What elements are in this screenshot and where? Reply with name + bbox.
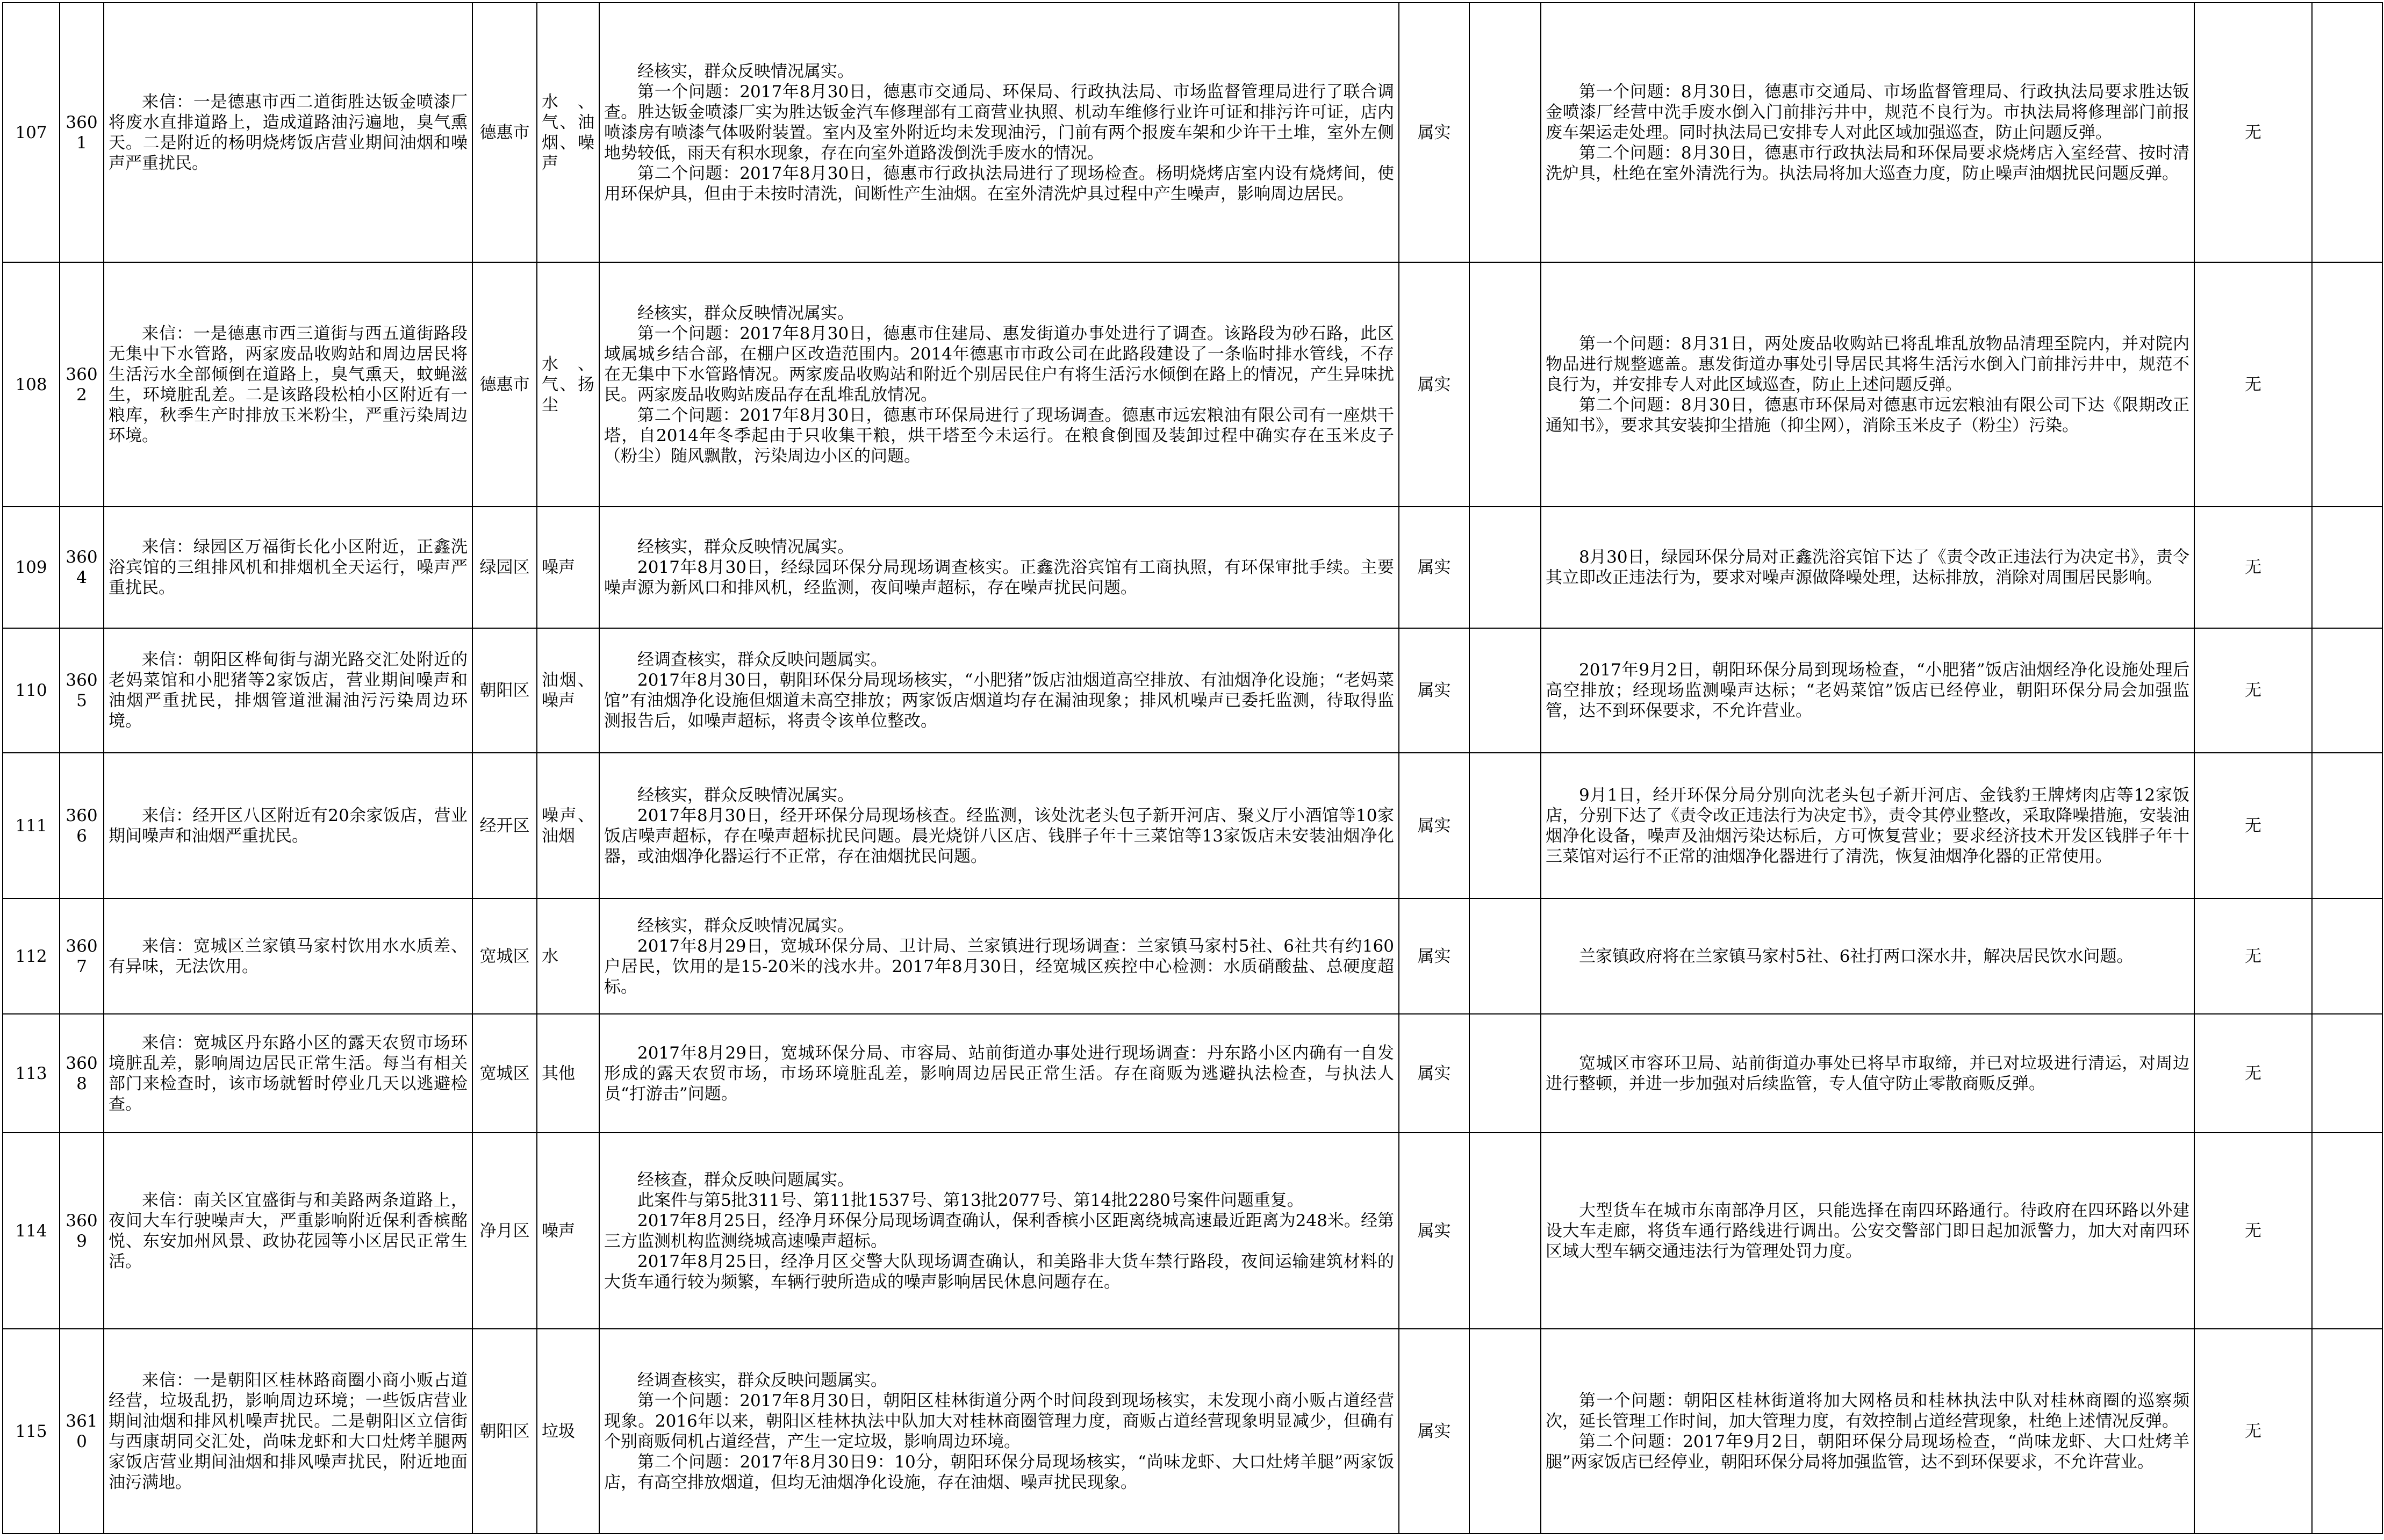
handling-paragraph: 第一个问题：朝阳区桂林街道将加大网格员和桂林执法中队对桂林商圈的巡察频次，延长管理工作时间，加大管理力度，有效控制占道经营现象，杜绝上述情况反弹。 <box>1546 1391 2189 1431</box>
handling-paragraph: 宽城区市容环卫局、站前街道办事处已将早市取缔，并已对垃圾进行清运，对周边进行整顿，并进一步加强对后续监管，专人值守防止零散商贩反弹。 <box>1546 1053 2189 1093</box>
case-id: 3604 <box>60 507 104 628</box>
accountability: 无 <box>2194 898 2312 1014</box>
pollution-type: 水、气、扬尘 <box>537 262 599 507</box>
investigation-findings <box>599 3 1399 262</box>
findings-paragraph: 经核实，群众反映情况属实。 <box>637 537 854 557</box>
accountability: 无 <box>2194 262 2312 507</box>
row-number: 113 <box>3 1014 60 1133</box>
complaint-cell <box>104 628 472 753</box>
row-number: 110 <box>3 628 60 753</box>
case-id: 3608 <box>60 1014 104 1133</box>
investigation-findings <box>599 507 1399 628</box>
pollution-type: 垃圾 <box>537 1329 599 1534</box>
complaint-text: 来信：绿园区万福街长化小区附近，正鑫洗浴宾馆的三组排风机和排烟机全天运行，噪声严重扰民。 <box>109 537 468 598</box>
handling-measures <box>1541 3 2194 262</box>
administrative-area: 宽城区 <box>472 1014 537 1133</box>
table-row <box>3 1329 2382 1534</box>
investigation-findings <box>599 753 1399 898</box>
administrative-area: 朝阳区 <box>472 628 537 753</box>
investigation-findings <box>599 1329 1399 1534</box>
accountability: 无 <box>2194 507 2312 628</box>
findings-paragraph: 第二个问题：2017年8月30日9：10分，朝阳环保分局现场核实，“尚味龙虾、大口灶烤羊腿”两家饭店，有高空排放烟道，但均无油烟净化设施，存在油烟、噪声扰民现象。 <box>604 1452 1394 1492</box>
accountability: 无 <box>2194 1014 2312 1133</box>
findings-paragraph: 经核实，群众反映情况属实。 <box>637 785 854 805</box>
findings-paragraph: 经核实，群众反映情况属实。 <box>637 61 854 81</box>
pollution-type: 噪声、油烟 <box>537 753 599 898</box>
findings-paragraph: 经核查，群众反映问题属实。 <box>637 1170 854 1190</box>
findings-paragraph: 经核实，群众反映情况属实。 <box>637 303 854 323</box>
pollution-type: 噪声 <box>537 507 599 628</box>
investigation-findings <box>599 898 1399 1014</box>
complaint-cell <box>104 753 472 898</box>
empty-cell <box>1469 1014 1541 1133</box>
empty-cell <box>1469 1329 1541 1534</box>
accountability: 无 <box>2194 628 2312 753</box>
accountability: 无 <box>2194 1329 2312 1534</box>
row-number: 112 <box>3 898 60 1014</box>
case-id: 3607 <box>60 898 104 1014</box>
table-row <box>3 628 2382 753</box>
handling-paragraph: 兰家镇政府将在兰家镇马家村5社、6社打两口深水井，解决居民饮水问题。 <box>1579 946 2134 966</box>
case-id: 3609 <box>60 1133 104 1329</box>
table-row <box>3 262 2382 507</box>
handling-measures <box>1541 628 2194 753</box>
empty-cell <box>2312 262 2382 507</box>
empty-cell <box>2312 898 2382 1014</box>
case-id: 3602 <box>60 262 104 507</box>
case-table <box>2 2 2383 1534</box>
case-id: 3610 <box>60 1329 104 1534</box>
investigation-findings <box>599 1133 1399 1329</box>
handling-measures <box>1541 753 2194 898</box>
handling-measures <box>1541 898 2194 1014</box>
empty-cell <box>2312 1329 2382 1534</box>
empty-cell <box>2312 628 2382 753</box>
findings-paragraph: 2017年8月25日，经净月环保分局现场调查确认，保利香槟小区距离绕城高速最近距离为248米。经第三方监测机构监测绕城高速噪声超标。 <box>604 1211 1394 1251</box>
pollution-type: 噪声 <box>537 1133 599 1329</box>
complaint-text: 来信：一是德惠市西二道街胜达钣金喷漆厂将废水直排道路上，造成道路油污遍地，臭气熏天。二是附近的杨明烧烤饭店营业期间油烟和噪声严重扰民。 <box>109 92 468 173</box>
findings-paragraph: 2017年8月25日，经净月区交警大队现场调查确认，和美路非大货车禁行路段，夜间运输建筑材料的大货车通行较为频繁，车辆行驶所造成的噪声影响居民休息问题存在。 <box>604 1251 1394 1292</box>
pollution-type: 油烟、噪声 <box>537 628 599 753</box>
findings-paragraph: 2017年8月30日，经绿园环保分局现场调查核实。正鑫洗浴宾馆有工商执照，有环保审批手续。主要噪声源为新风口和排风机，经监测，夜间噪声超标，存在噪声扰民问题。 <box>604 558 1394 598</box>
findings-paragraph: 第一个问题：2017年8月30日，德惠市交通局、环保局、行政执法局、市场监督管理局进行了联合调查。胜达钣金喷漆厂实为胜达钣金汽车修理部有工商营业执照、机动车维修行业许可证和排污许可证，店内喷漆房有喷漆气体吸附装置。室内及室外附近均未发现油污，门前有两个报废车架和少许干土堆，室外左侧地势较低，雨天有积水现象，存在向室外道路泼倒洗手废水的情况。 <box>604 82 1394 163</box>
row-number: 109 <box>3 507 60 628</box>
verification-verdict: 属实 <box>1399 1133 1469 1329</box>
table-row <box>3 507 2382 628</box>
handling-measures <box>1541 262 2194 507</box>
administrative-area: 德惠市 <box>472 3 537 262</box>
case-id: 3601 <box>60 3 104 262</box>
handling-paragraph: 8月30日，绿园环保分局对正鑫洗浴宾馆下达了《责令改正违法行为决定书》，责令其立即改正违法行为，要求对噪声源做降噪处理，达标排放，消除对周围居民影响。 <box>1546 548 2189 587</box>
administrative-area: 净月区 <box>472 1133 537 1329</box>
empty-cell <box>1469 262 1541 507</box>
findings-paragraph: 2017年8月29日，宽城环保分局、市容局、站前街道办事处进行现场调查：丹东路小区内确有一自发形成的露天农贸市场，市场环境脏乱差，影响周边居民正常生活。存在商贩为逃避执法检查，与执法人员“打游击”问题。 <box>604 1043 1394 1104</box>
table-row <box>3 898 2382 1014</box>
verification-verdict: 属实 <box>1399 898 1469 1014</box>
findings-paragraph: 经调查核实，群众反映问题属实。 <box>637 1370 887 1390</box>
table-row <box>3 753 2382 898</box>
case-id: 3606 <box>60 753 104 898</box>
empty-cell <box>1469 628 1541 753</box>
handling-paragraph: 第二个问题：2017年9月2日，朝阳环保分局现场检查，“尚味龙虾、大口灶烤羊腿”两家饭店已经停业，朝阳环保分局将加强监管，达不到环保要求，不允许营业。 <box>1546 1431 2189 1472</box>
row-number: 114 <box>3 1133 60 1329</box>
case-id: 3605 <box>60 628 104 753</box>
complaint-cell <box>104 262 472 507</box>
empty-cell <box>1469 753 1541 898</box>
empty-cell <box>2312 1133 2382 1329</box>
pollution-type: 水、气、油烟、噪声 <box>537 3 599 262</box>
empty-cell <box>2312 753 2382 898</box>
row-number: 111 <box>3 753 60 898</box>
findings-paragraph: 第二个问题：2017年8月30日，德惠市行政执法局进行了现场检查。杨明烧烤店室内设有烧烤间，使用环保炉具，但由于未按时清洗，间断性产生油烟。在室外清洗炉具过程中产生噪声，影响周边居民。 <box>604 163 1394 204</box>
findings-paragraph: 2017年8月30日，经开环保分局现场核查。经监测，该处沈老头包子新开河店、聚义厅小酒馆等10家饭店噪声超标，存在噪声超标扰民问题。晨光烧饼八区店、钱胖子年十三菜馆等13家饭店未安装油烟净化器，或油烟净化器运行不正常，存在油烟扰民问题。 <box>604 805 1394 866</box>
findings-paragraph: 经调查核实，群众反映问题属实。 <box>637 650 887 670</box>
table-row <box>3 1014 2382 1133</box>
handling-measures <box>1541 1014 2194 1133</box>
handling-measures <box>1541 507 2194 628</box>
empty-cell <box>1469 3 1541 262</box>
accountability: 无 <box>2194 3 2312 262</box>
row-number: 108 <box>3 262 60 507</box>
empty-cell <box>1469 507 1541 628</box>
administrative-area: 绿园区 <box>472 507 537 628</box>
empty-cell <box>2312 1014 2382 1133</box>
administrative-area: 经开区 <box>472 753 537 898</box>
complaint-text: 来信：宽城区兰家镇马家村饮用水水质差、有异味，无法饮用。 <box>109 936 468 976</box>
table-body <box>3 3 2382 1534</box>
handling-measures <box>1541 1329 2194 1534</box>
investigation-findings <box>599 1014 1399 1133</box>
accountability: 无 <box>2194 753 2312 898</box>
empty-cell <box>1469 1133 1541 1329</box>
accountability: 无 <box>2194 1133 2312 1329</box>
complaint-cell <box>104 3 472 262</box>
handling-measures <box>1541 1133 2194 1329</box>
complaint-text: 来信：一是朝阳区桂林路商圈小商小贩占道经营，垃圾乱扔，影响周边环境；一些饭店营业期间油烟和排风机噪声扰民。二是朝阳区立信街与西康胡同交汇处，尚味龙虾和大口灶烤羊腿两家饭店营业期间油烟和排风噪声扰民，附近地面油污满地。 <box>109 1370 468 1492</box>
complaint-cell <box>104 507 472 628</box>
complaint-cell <box>104 1329 472 1534</box>
table-row <box>3 1133 2382 1329</box>
verification-verdict: 属实 <box>1399 1014 1469 1133</box>
verification-verdict: 属实 <box>1399 628 1469 753</box>
verification-verdict: 属实 <box>1399 3 1469 262</box>
pollution-type: 其他 <box>537 1014 599 1133</box>
complaint-cell <box>104 898 472 1014</box>
handling-paragraph: 第一个问题：8月30日，德惠市交通局、市场监督管理局、行政执法局要求胜达钣金喷漆厂经营中洗手废水倒入门前排污井中，规范不良行为。市执法局将修理部门前报废车架运走处理。同时执法局已安排专人对此区域加强巡查，防止问题反弹。 <box>1546 82 2189 142</box>
handling-paragraph: 第二个问题：8月30日，德惠市行政执法局和环保局要求烧烤店入室经营、按时清洗炉具，杜绝在室外清洗行为。执法局将加大巡查力度，防止噪声油烟扰民问题反弹。 <box>1546 143 2189 183</box>
administrative-area: 朝阳区 <box>472 1329 537 1534</box>
handling-paragraph: 大型货车在城市东南部净月区，只能选择在南四环路通行。待政府在四环路以外建设大车走廊，将货车通行路线进行调出。公安交警部门即日起加派警力，加大对南四环区域大型车辆交通违法行为管理处罚力度。 <box>1546 1200 2189 1261</box>
pollution-type: 水 <box>537 898 599 1014</box>
findings-paragraph: 第一个问题：2017年8月30日，朝阳区桂林街道分两个时间段到现场核实，未发现小商小贩占道经营现象。2016年以来，朝阳区桂林执法中队加大对桂林商圈管理力度，商贩占道经营现象明显减少，但确有个别商贩伺机占道经营，产生一定垃圾，影响周边环境。 <box>604 1391 1394 1451</box>
empty-cell <box>2312 3 2382 262</box>
findings-paragraph: 此案件与第5批311号、第11批1537号、第13批2077号、第14批2280号案件问题重复。 <box>637 1190 1304 1210</box>
complaint-text: 来信：经开区八区附近有20余家饭店，营业期间噪声和油烟严重扰民。 <box>109 805 468 846</box>
complaint-text: 来信：朝阳区桦甸街与湖光路交汇处附近的老妈菜馆和小肥猪等2家饭店，营业期间噪声和油烟严重扰民，排烟管道泄漏油污污染周边环境。 <box>109 650 468 731</box>
findings-paragraph: 第二个问题：2017年8月30日，德惠市环保局进行了现场调查。德惠市远宏粮油有限公司有一座烘干塔，自2014年冬季起由于只收集干粮，烘干塔至今未运行。在粮食倒囤及装卸过程中确实存在玉米皮子（粉尘）随风飘散，污染周边小区的问题。 <box>604 405 1394 466</box>
empty-cell <box>1469 898 1541 1014</box>
handling-paragraph: 第二个问题：8月30日，德惠市环保局对德惠市远宏粮油有限公司下达《限期改正通知书》，要求其安装抑尘措施（抑尘网），消除玉米皮子（粉尘）污染。 <box>1546 395 2189 435</box>
findings-paragraph: 2017年8月30日，朝阳环保分局现场核实，“小肥猪”饭店油烟道高空排放、有油烟净化设施；“老妈菜馆”有油烟净化设施但烟道未高空排放；两家饭店烟道均存在漏油现象；排风机噪声已委托监测，待取得监测报告后，如噪声超标，将责令该单位整改。 <box>604 671 1394 731</box>
complaint-cell <box>104 1133 472 1329</box>
handling-paragraph: 2017年9月2日，朝阳环保分局到现场检查，“小肥猪”饭店油烟经净化设施处理后高空排放；经现场监测噪声达标；“老妈菜馆”饭店已经停业，朝阳环保分局会加强监管，达不到环保要求，不允许营业。 <box>1546 660 2189 721</box>
administrative-area: 宽城区 <box>472 898 537 1014</box>
verification-verdict: 属实 <box>1399 753 1469 898</box>
table-row <box>3 3 2382 262</box>
row-number: 115 <box>3 1329 60 1534</box>
complaint-text: 来信：南关区宜盛街与和美路两条道路上，夜间大车行驶噪声大，严重影响附近保利香槟酩悦、东安加州风景、政协花园等小区居民正常生活。 <box>109 1190 468 1271</box>
handling-paragraph: 第一个问题：8月31日，两处废品收购站已将乱堆乱放物品清理至院内，并对院内物品进行规整遮盖。惠发街道办事处引导居民其将生活污水倒入门前排污井中，规范不良行为，并安排专人对此区域巡查，防止上述问题反弹。 <box>1546 334 2189 394</box>
findings-paragraph: 第一个问题：2017年8月30日，德惠市住建局、惠发街道办事处进行了调查。该路段为砂石路，此区域属城乡结合部，在棚户区改造范围内。2014年德惠市市政公司在此路段建设了一条临时排水管线，不存在无集中下水管路情况。两家废品收购站和附近个别居民住户有将生活污水倾倒在路上的情况，产生异味扰民。两家废品收购站废品存在乱堆乱放情况。 <box>604 323 1394 405</box>
verification-verdict: 属实 <box>1399 262 1469 507</box>
handling-paragraph: 9月1日，经开环保分局分别向沈老头包子新开河店、金钱豹王牌烤肉店等12家饭店，分别下达了《责令改正违法行为决定书》，责令其停业整改，采取降噪措施，安装油烟净化设备，噪声及油烟污染达标后，方可恢复营业；要求经济技术开发区钱胖子年十三菜馆对运行不正常的油烟净化器进行了清洗，恢复油烟净化器的正常使用。 <box>1546 785 2189 866</box>
verification-verdict: 属实 <box>1399 1329 1469 1534</box>
complaint-cell <box>104 1014 472 1133</box>
administrative-area: 德惠市 <box>472 262 537 507</box>
findings-paragraph: 经核实，群众反映情况属实。 <box>637 916 854 935</box>
investigation-findings <box>599 628 1399 753</box>
findings-paragraph: 2017年8月29日，宽城环保分局、卫计局、兰家镇进行现场调查：兰家镇马家村5社、6社共有约160户居民，饮用的是15-20米的浅水井。2017年8月30日，经宽城区疾控中心检测：水质硝酸盐、总硬度超标。 <box>604 936 1394 997</box>
verification-verdict: 属实 <box>1399 507 1469 628</box>
investigation-findings <box>599 262 1399 507</box>
row-number: 107 <box>3 3 60 262</box>
complaint-text: 来信：一是德惠市西三道街与西五道街路段无集中下水管路，两家废品收购站和周边居民将生活污水全部倾倒在道路上，臭气熏天，蚊蝇滋生，环境脏乱差。二是该路段松柏小区附近有一粮库，秋季生产时排放玉米粉尘，严重污染周边环境。 <box>109 323 468 445</box>
empty-cell <box>2312 507 2382 628</box>
complaint-text: 来信：宽城区丹东路小区的露天农贸市场环境脏乱差，影响周边居民正常生活。每当有相关部门来检查时，该市场就暂时停业几天以逃避检查。 <box>109 1033 468 1114</box>
